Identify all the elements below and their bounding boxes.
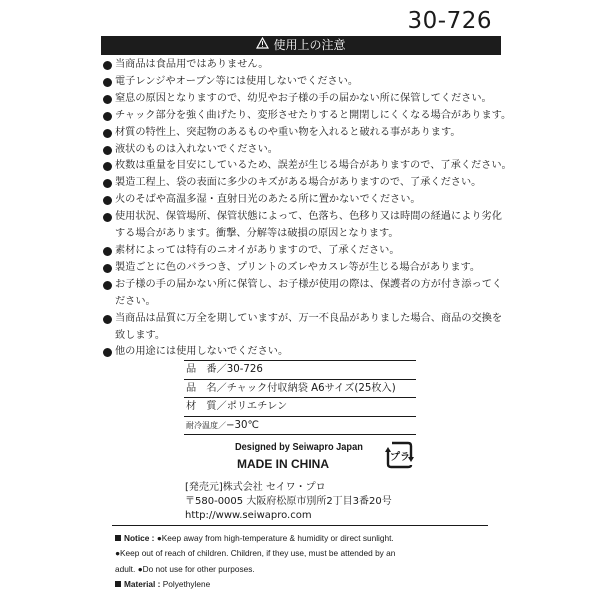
list-item: 電子レンジやオーブン等には使用しないでください。 [103,74,503,91]
spec-row-temperature: 耐冷温度／−30℃ [184,417,416,436]
spec-table [184,360,416,435]
warning-triangle-icon [256,36,269,55]
seller-info [185,481,392,523]
spec-row-item-number: 品 番／30-726 [184,360,416,380]
list-item: 材質の特性上、突起物のあるものや重い物を入れると破れる事があります。 [103,125,503,142]
list-item: 液状のものは入れないでください。 [103,142,503,159]
seller-name: [発売元]株式会社 セイワ・プロ [185,482,326,493]
list-item: 他の用途には使用しないでください。 [103,344,503,361]
spec-row-product-name: 品 名／チャック付収納袋 A6サイズ(25枚入) [184,380,416,399]
list-item: 製造工程上、袋の表面に多少のキズがある場合がありますので、了承ください。 [103,175,503,192]
warning-header [101,36,501,55]
notice-line: Notice : ●Keep away from high-temperature & humidity or direct sunlight. [115,531,495,546]
list-item: チャック部分を強く曲げたり、変形させたりすると開閉しにくくなる場合があります。 [103,108,503,125]
seller-url: http://www.seiwapro.com [185,510,312,521]
list-item: 素材によっては特有のニオイがありますので、了承ください。 [103,243,503,260]
material-line: Material : Polyethylene [115,577,495,592]
list-item: 枚数は重量を目安にしているため、誤差が生じる場合がありますので、了承ください。 [103,158,503,175]
list-item: 使用状況、保管場所、保管状態によって、色落ち、色移り又は時間の経過により劣化する場合があります。衝撃、分解等は破損の原因となります。 [103,209,503,243]
plastic-recycle-icon [383,438,417,476]
svg-text:プラ: プラ [390,452,410,463]
list-item: お子様の手の届かない所に保管し、お子様が使用の際は、保護者の方が付き添ってください。 [103,277,503,311]
notice-line: ●Keep out of reach of children. Children, if they use, must be attended by an [115,548,396,559]
divider [112,525,488,526]
list-item: 製造ごとに色のバラつき、プリントのズレやカスレ等が生じる場合があります。 [103,260,503,277]
warning-title: 使用上の注意 [273,38,346,52]
designed-by-text: Designed by Seiwapro Japan [235,441,363,453]
english-notice [115,531,495,593]
product-code: 30-726 [407,8,492,34]
spec-row-material: 材 質／ポリエチレン [184,398,416,417]
list-item: 火のそばや高温多湿・直射日光のあたる所に置かないでください。 [103,192,503,209]
list-item: 窒息の原因となりますので、幼児やお子様の手の届かない所に保管してください。 [103,91,503,108]
made-in-text: MADE IN CHINA [237,457,329,471]
notice-line: adult. ●Do not use for other purposes. [115,563,255,574]
seller-address: 〒580-0005 大阪府松原市別所2丁目3番20号 [185,496,392,507]
caution-list [103,57,512,361]
list-item: 当商品は食品用ではありません。 [103,57,503,74]
list-item: 当商品は品質に万全を期していますが、万一不良品がありました場合、商品の交換を致します。 [103,311,503,345]
